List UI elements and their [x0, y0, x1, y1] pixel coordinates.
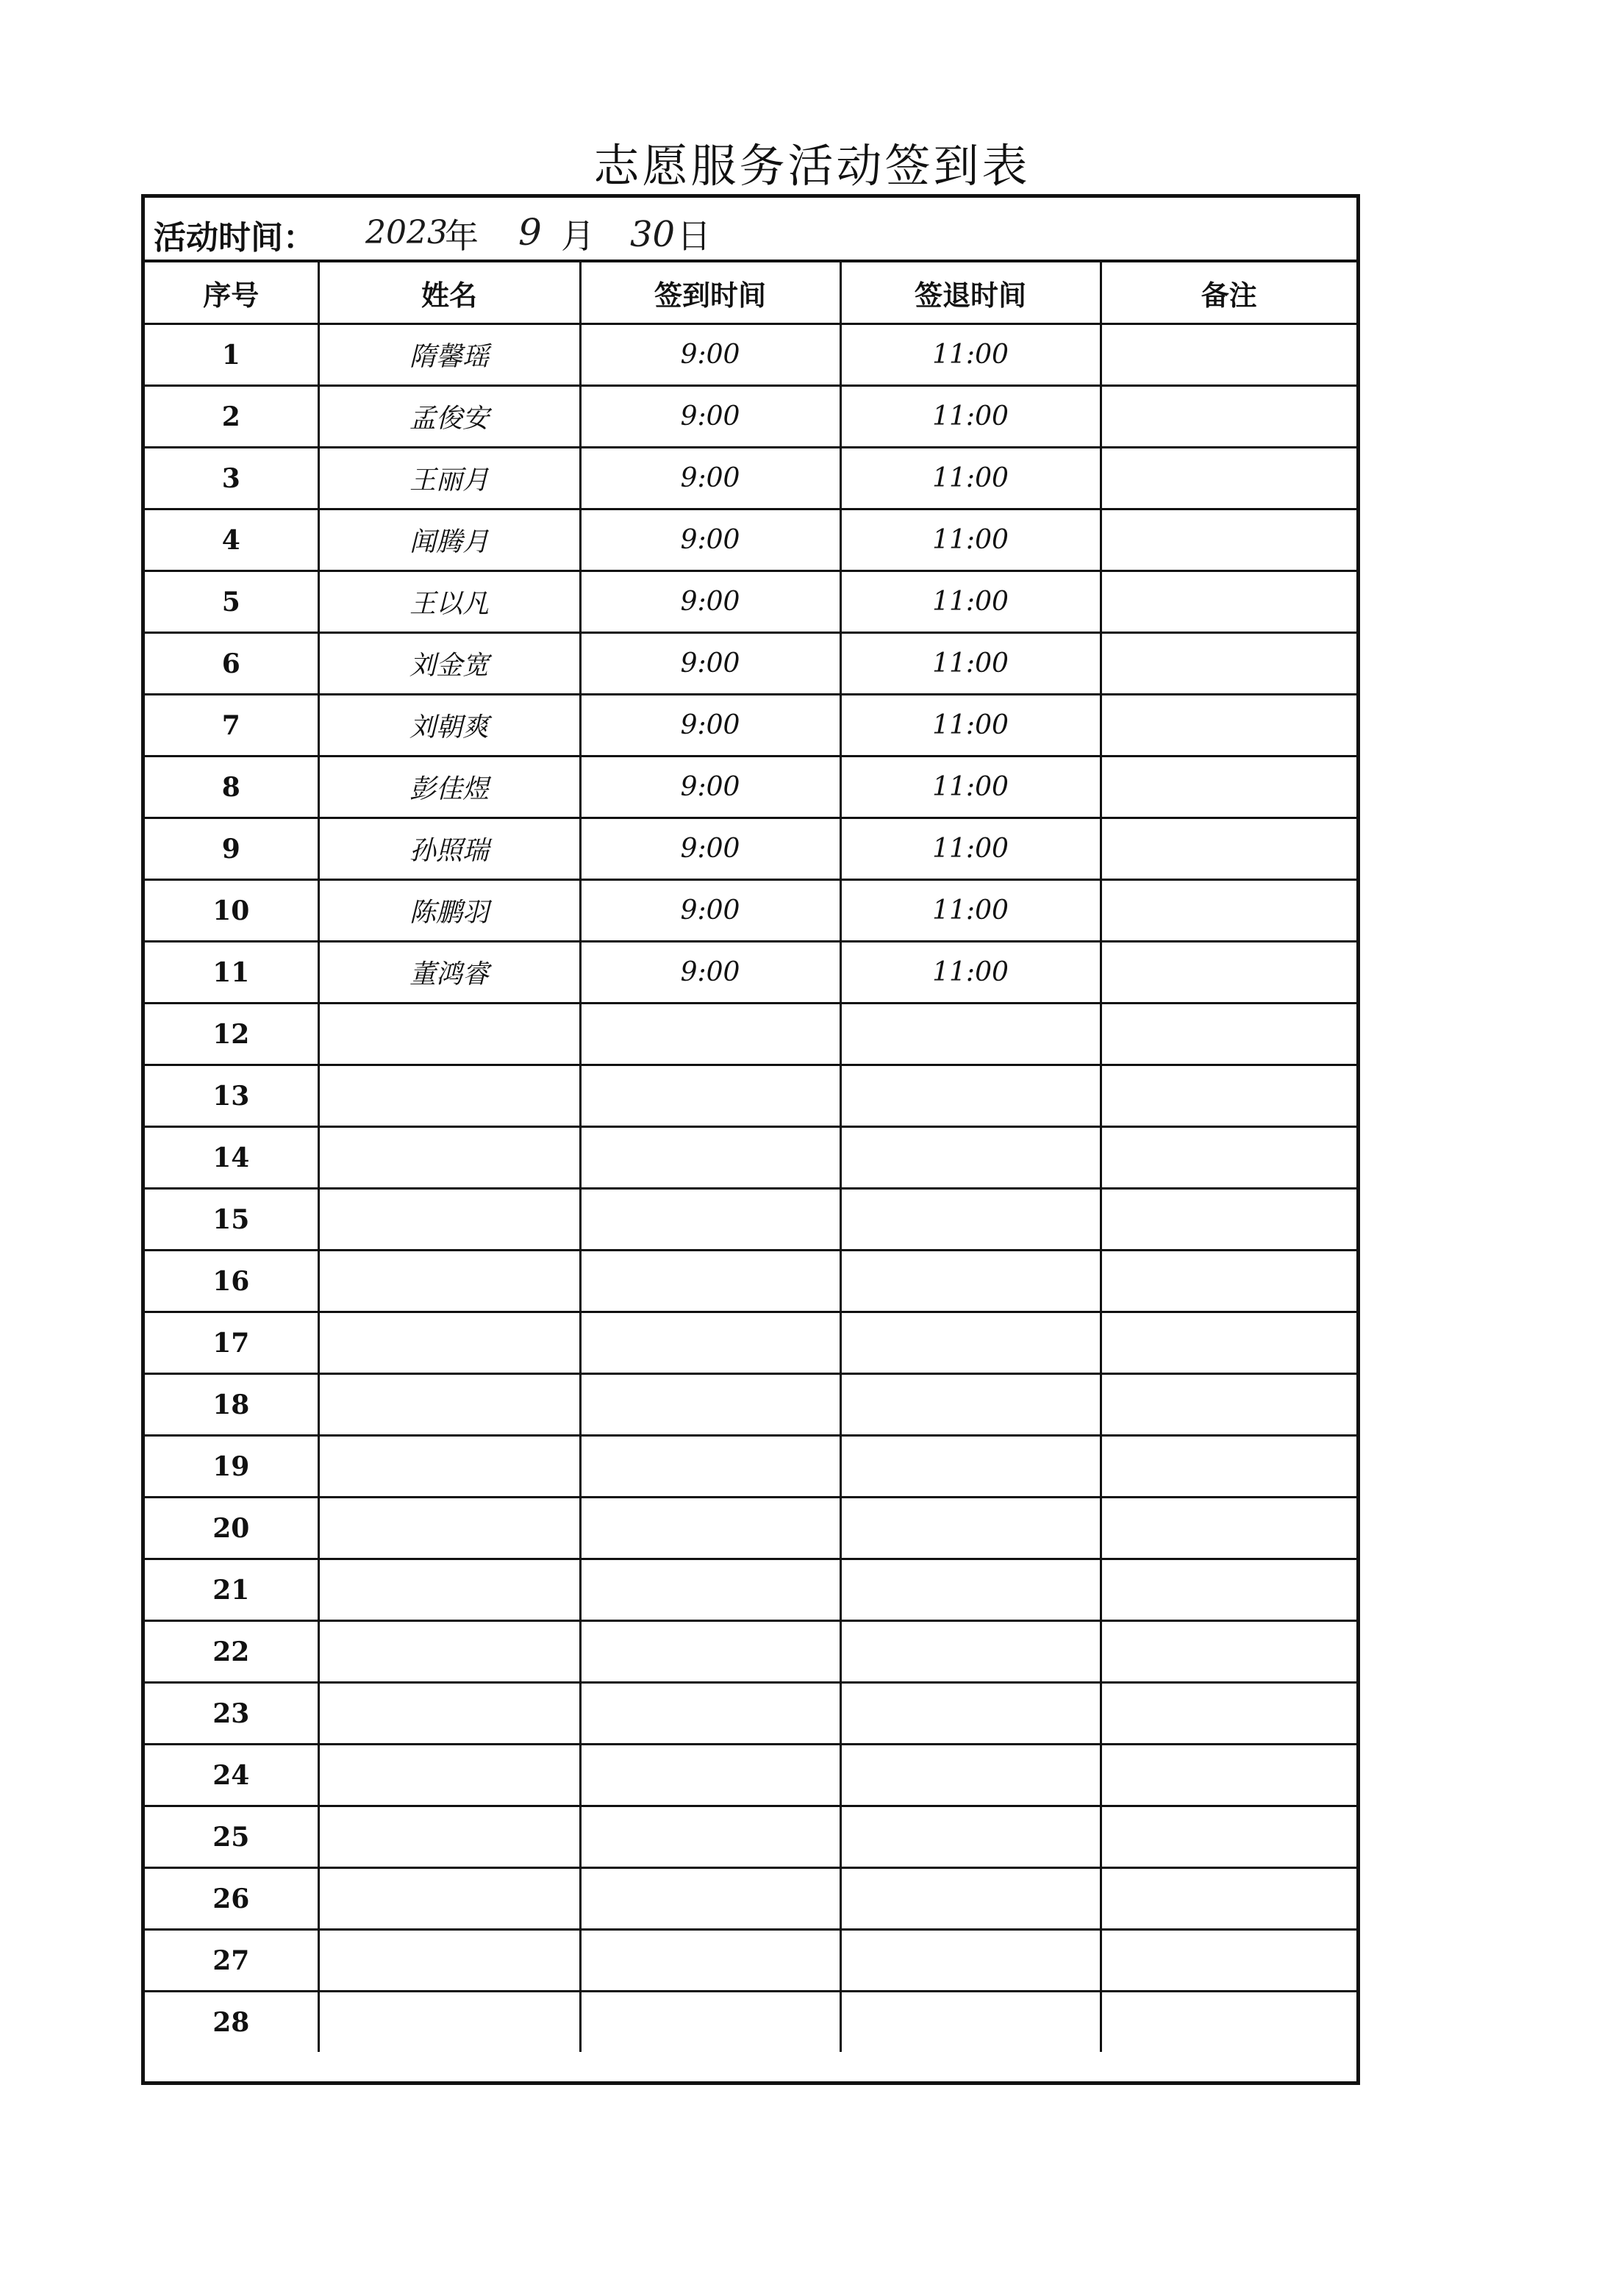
row-number-cell: 24 — [145, 1745, 318, 1806]
table-row — [145, 324, 1356, 386]
name-cell — [318, 1004, 580, 1065]
sign-in-time-cell — [580, 1436, 840, 1498]
remarks-cell — [1101, 1004, 1356, 1065]
table-row — [145, 571, 1356, 633]
sign-out-time-cell: 11:00 — [840, 633, 1101, 695]
sign-out-time-cell: 11:00 — [840, 757, 1101, 818]
row-number-cell: 22 — [145, 1621, 318, 1683]
table-row — [145, 942, 1356, 1004]
sign-out-time-cell: 11:00 — [840, 818, 1101, 880]
table-row — [145, 1683, 1356, 1745]
sign-in-time-cell: 9:00 — [580, 633, 840, 695]
table-row — [145, 1930, 1356, 1992]
date-month-value: 9 — [518, 211, 542, 254]
name-cell: 彭佳煜 — [318, 757, 580, 818]
remarks-cell — [1101, 448, 1356, 509]
sign-in-time-cell — [580, 1930, 840, 1992]
remarks-cell — [1101, 509, 1356, 571]
table-row — [145, 1621, 1356, 1683]
remarks-cell — [1101, 880, 1356, 942]
name-cell — [318, 1065, 580, 1127]
row-number-cell: 23 — [145, 1683, 318, 1745]
sign-in-time-cell — [580, 1868, 840, 1930]
sign-out-time-cell — [840, 1189, 1101, 1251]
remarks-cell — [1101, 571, 1356, 633]
table-row — [145, 386, 1356, 448]
row-number-cell: 8 — [145, 757, 318, 818]
table-row — [145, 880, 1356, 942]
table-row — [145, 1436, 1356, 1498]
row-number-cell: 13 — [145, 1065, 318, 1127]
row-number-cell: 16 — [145, 1251, 318, 1312]
row-number-cell: 7 — [145, 695, 318, 757]
sign-in-time-cell — [580, 1992, 840, 2053]
name-cell — [318, 1559, 580, 1621]
remarks-cell — [1101, 1127, 1356, 1189]
sign-in-time-cell — [580, 1065, 840, 1127]
remarks-cell — [1101, 695, 1356, 757]
name-cell — [318, 1498, 580, 1559]
sign-in-time-cell: 9:00 — [580, 818, 840, 880]
name-cell — [318, 1127, 580, 1189]
sign-out-time-cell — [840, 1930, 1101, 1992]
row-number-cell: 20 — [145, 1498, 318, 1559]
sign-in-time-cell: 9:00 — [580, 880, 840, 942]
sign-out-time-cell — [840, 1436, 1101, 1498]
sign-out-time-cell: 11:00 — [840, 695, 1101, 757]
remarks-cell — [1101, 1621, 1356, 1683]
table-row — [145, 1127, 1356, 1189]
name-cell — [318, 1868, 580, 1930]
table-row — [145, 1868, 1356, 1930]
sign-in-time-cell: 9:00 — [580, 386, 840, 448]
remarks-cell — [1101, 1559, 1356, 1621]
remarks-cell — [1101, 1251, 1356, 1312]
sign-out-time-cell: 11:00 — [840, 880, 1101, 942]
sign-in-time-cell: 9:00 — [580, 695, 840, 757]
sign-out-time-cell — [840, 1621, 1101, 1683]
table-row — [145, 1745, 1356, 1806]
remarks-cell — [1101, 942, 1356, 1004]
row-number-cell: 4 — [145, 509, 318, 571]
table-row — [145, 1559, 1356, 1621]
table-row — [145, 1806, 1356, 1868]
name-cell: 孟俊安 — [318, 386, 580, 448]
sign-in-time-cell: 9:00 — [580, 509, 840, 571]
table-row — [145, 1189, 1356, 1251]
row-number-cell: 25 — [145, 1806, 318, 1868]
table-row — [145, 757, 1356, 818]
name-cell: 孙照瑞 — [318, 818, 580, 880]
remarks-cell — [1101, 1806, 1356, 1868]
remarks-cell — [1101, 1683, 1356, 1745]
table-row — [145, 1992, 1356, 2053]
sign-out-time-cell — [840, 1251, 1101, 1312]
row-number-cell: 27 — [145, 1930, 318, 1992]
sign-out-time-cell: 11:00 — [840, 509, 1101, 571]
sign-in-time-cell: 9:00 — [580, 757, 840, 818]
name-cell: 闻腾月 — [318, 509, 580, 571]
date-day-unit: 日 — [677, 216, 711, 256]
sign-in-time-cell — [580, 1559, 840, 1621]
page-title: 志愿服务活动签到表 — [593, 139, 1031, 193]
sign-in-time-cell: 9:00 — [580, 448, 840, 509]
header-remarks: 备注 — [1101, 262, 1356, 324]
sign-in-time-cell: 9:00 — [580, 571, 840, 633]
name-cell — [318, 1806, 580, 1868]
sign-out-time-cell — [840, 1745, 1101, 1806]
remarks-cell — [1101, 1374, 1356, 1436]
name-cell — [318, 1621, 580, 1683]
table-header-row — [145, 262, 1356, 324]
name-cell — [318, 1189, 580, 1251]
sign-out-time-cell: 11:00 — [840, 448, 1101, 509]
remarks-cell — [1101, 1065, 1356, 1127]
row-number-cell: 21 — [145, 1559, 318, 1621]
activity-date-row — [145, 198, 1356, 262]
sign-in-time-cell — [580, 1374, 840, 1436]
sign-in-time-cell — [580, 1004, 840, 1065]
date-year-value: 2023 — [365, 214, 448, 251]
date-month-unit: 月 — [561, 216, 595, 256]
table-row — [145, 1312, 1356, 1374]
remarks-cell — [1101, 1312, 1356, 1374]
row-number-cell: 1 — [145, 324, 318, 386]
name-cell: 王以凡 — [318, 571, 580, 633]
sign-out-time-cell: 11:00 — [840, 571, 1101, 633]
sign-out-time-cell: 11:00 — [840, 386, 1101, 448]
remarks-cell — [1101, 1189, 1356, 1251]
table-row — [145, 633, 1356, 695]
name-cell — [318, 1374, 580, 1436]
remarks-cell — [1101, 1436, 1356, 1498]
sign-out-time-cell — [840, 1312, 1101, 1374]
name-cell — [318, 1312, 580, 1374]
sign-out-time-cell: 11:00 — [840, 942, 1101, 1004]
remarks-cell — [1101, 633, 1356, 695]
table-row — [145, 1498, 1356, 1559]
name-cell — [318, 1992, 580, 2053]
sign-out-time-cell — [840, 1992, 1101, 2053]
header-sign-out-time: 签退时间 — [840, 262, 1101, 324]
sign-in-time-cell — [580, 1806, 840, 1868]
row-number-cell: 18 — [145, 1374, 318, 1436]
header-sign-in-time: 签到时间 — [580, 262, 840, 324]
sign-out-time-cell — [840, 1559, 1101, 1621]
table-row — [145, 509, 1356, 571]
sign-out-time-cell — [840, 1004, 1101, 1065]
name-cell: 隋馨瑶 — [318, 324, 580, 386]
remarks-cell — [1101, 386, 1356, 448]
name-cell — [318, 1251, 580, 1312]
date-year-unit: 年 — [445, 216, 479, 256]
sign-out-time-cell — [840, 1683, 1101, 1745]
name-cell — [318, 1930, 580, 1992]
row-number-cell: 15 — [145, 1189, 318, 1251]
name-cell: 陈鹏羽 — [318, 880, 580, 942]
row-number-cell: 11 — [145, 942, 318, 1004]
sign-in-time-cell — [580, 1312, 840, 1374]
sign-in-time-cell — [580, 1621, 840, 1683]
row-number-cell: 6 — [145, 633, 318, 695]
sign-out-time-cell — [840, 1374, 1101, 1436]
sign-out-time-cell — [840, 1498, 1101, 1559]
header-name: 姓名 — [318, 262, 580, 324]
table-row — [145, 695, 1356, 757]
sign-in-time-cell — [580, 1127, 840, 1189]
sign-out-time-cell: 11:00 — [840, 324, 1101, 386]
sign-in-time-cell — [580, 1683, 840, 1745]
row-number-cell: 3 — [145, 448, 318, 509]
row-number-cell: 12 — [145, 1004, 318, 1065]
sign-in-time-cell: 9:00 — [580, 942, 840, 1004]
table-body — [145, 324, 1356, 2053]
sign-out-time-cell — [840, 1065, 1101, 1127]
remarks-cell — [1101, 1868, 1356, 1930]
sign-out-time-cell — [840, 1806, 1101, 1868]
remarks-cell — [1101, 1930, 1356, 1992]
remarks-cell — [1101, 757, 1356, 818]
remarks-cell — [1101, 324, 1356, 386]
remarks-cell — [1101, 1992, 1356, 2053]
remarks-cell — [1101, 1498, 1356, 1559]
sign-out-time-cell — [840, 1868, 1101, 1930]
table-row — [145, 818, 1356, 880]
table-row — [145, 1374, 1356, 1436]
sign-in-time-cell — [580, 1251, 840, 1312]
name-cell — [318, 1683, 580, 1745]
row-number-cell: 10 — [145, 880, 318, 942]
table-row — [145, 448, 1356, 509]
name-cell: 董鸿睿 — [318, 942, 580, 1004]
date-day-value: 30 — [630, 214, 676, 255]
remarks-cell — [1101, 818, 1356, 880]
table-row — [145, 1004, 1356, 1065]
name-cell: 王丽月 — [318, 448, 580, 509]
row-number-cell: 5 — [145, 571, 318, 633]
sign-in-sheet — [141, 194, 1360, 2085]
sign-in-time-cell — [580, 1189, 840, 1251]
sign-out-time-cell — [840, 1127, 1101, 1189]
header-no: 序号 — [145, 262, 318, 324]
table-row — [145, 1065, 1356, 1127]
sign-in-time-cell — [580, 1745, 840, 1806]
name-cell: 刘金宽 — [318, 633, 580, 695]
row-number-cell: 19 — [145, 1436, 318, 1498]
activity-date-label: 活动时间： — [154, 219, 315, 257]
table-row — [145, 1251, 1356, 1312]
row-number-cell: 17 — [145, 1312, 318, 1374]
row-number-cell: 2 — [145, 386, 318, 448]
name-cell — [318, 1436, 580, 1498]
row-number-cell: 28 — [145, 1992, 318, 2053]
attendance-table — [145, 262, 1356, 2052]
sign-in-time-cell — [580, 1498, 840, 1559]
row-number-cell: 9 — [145, 818, 318, 880]
row-number-cell: 14 — [145, 1127, 318, 1189]
remarks-cell — [1101, 1745, 1356, 1806]
sign-in-time-cell: 9:00 — [580, 324, 840, 386]
name-cell — [318, 1745, 580, 1806]
row-number-cell: 26 — [145, 1868, 318, 1930]
name-cell: 刘朝爽 — [318, 695, 580, 757]
